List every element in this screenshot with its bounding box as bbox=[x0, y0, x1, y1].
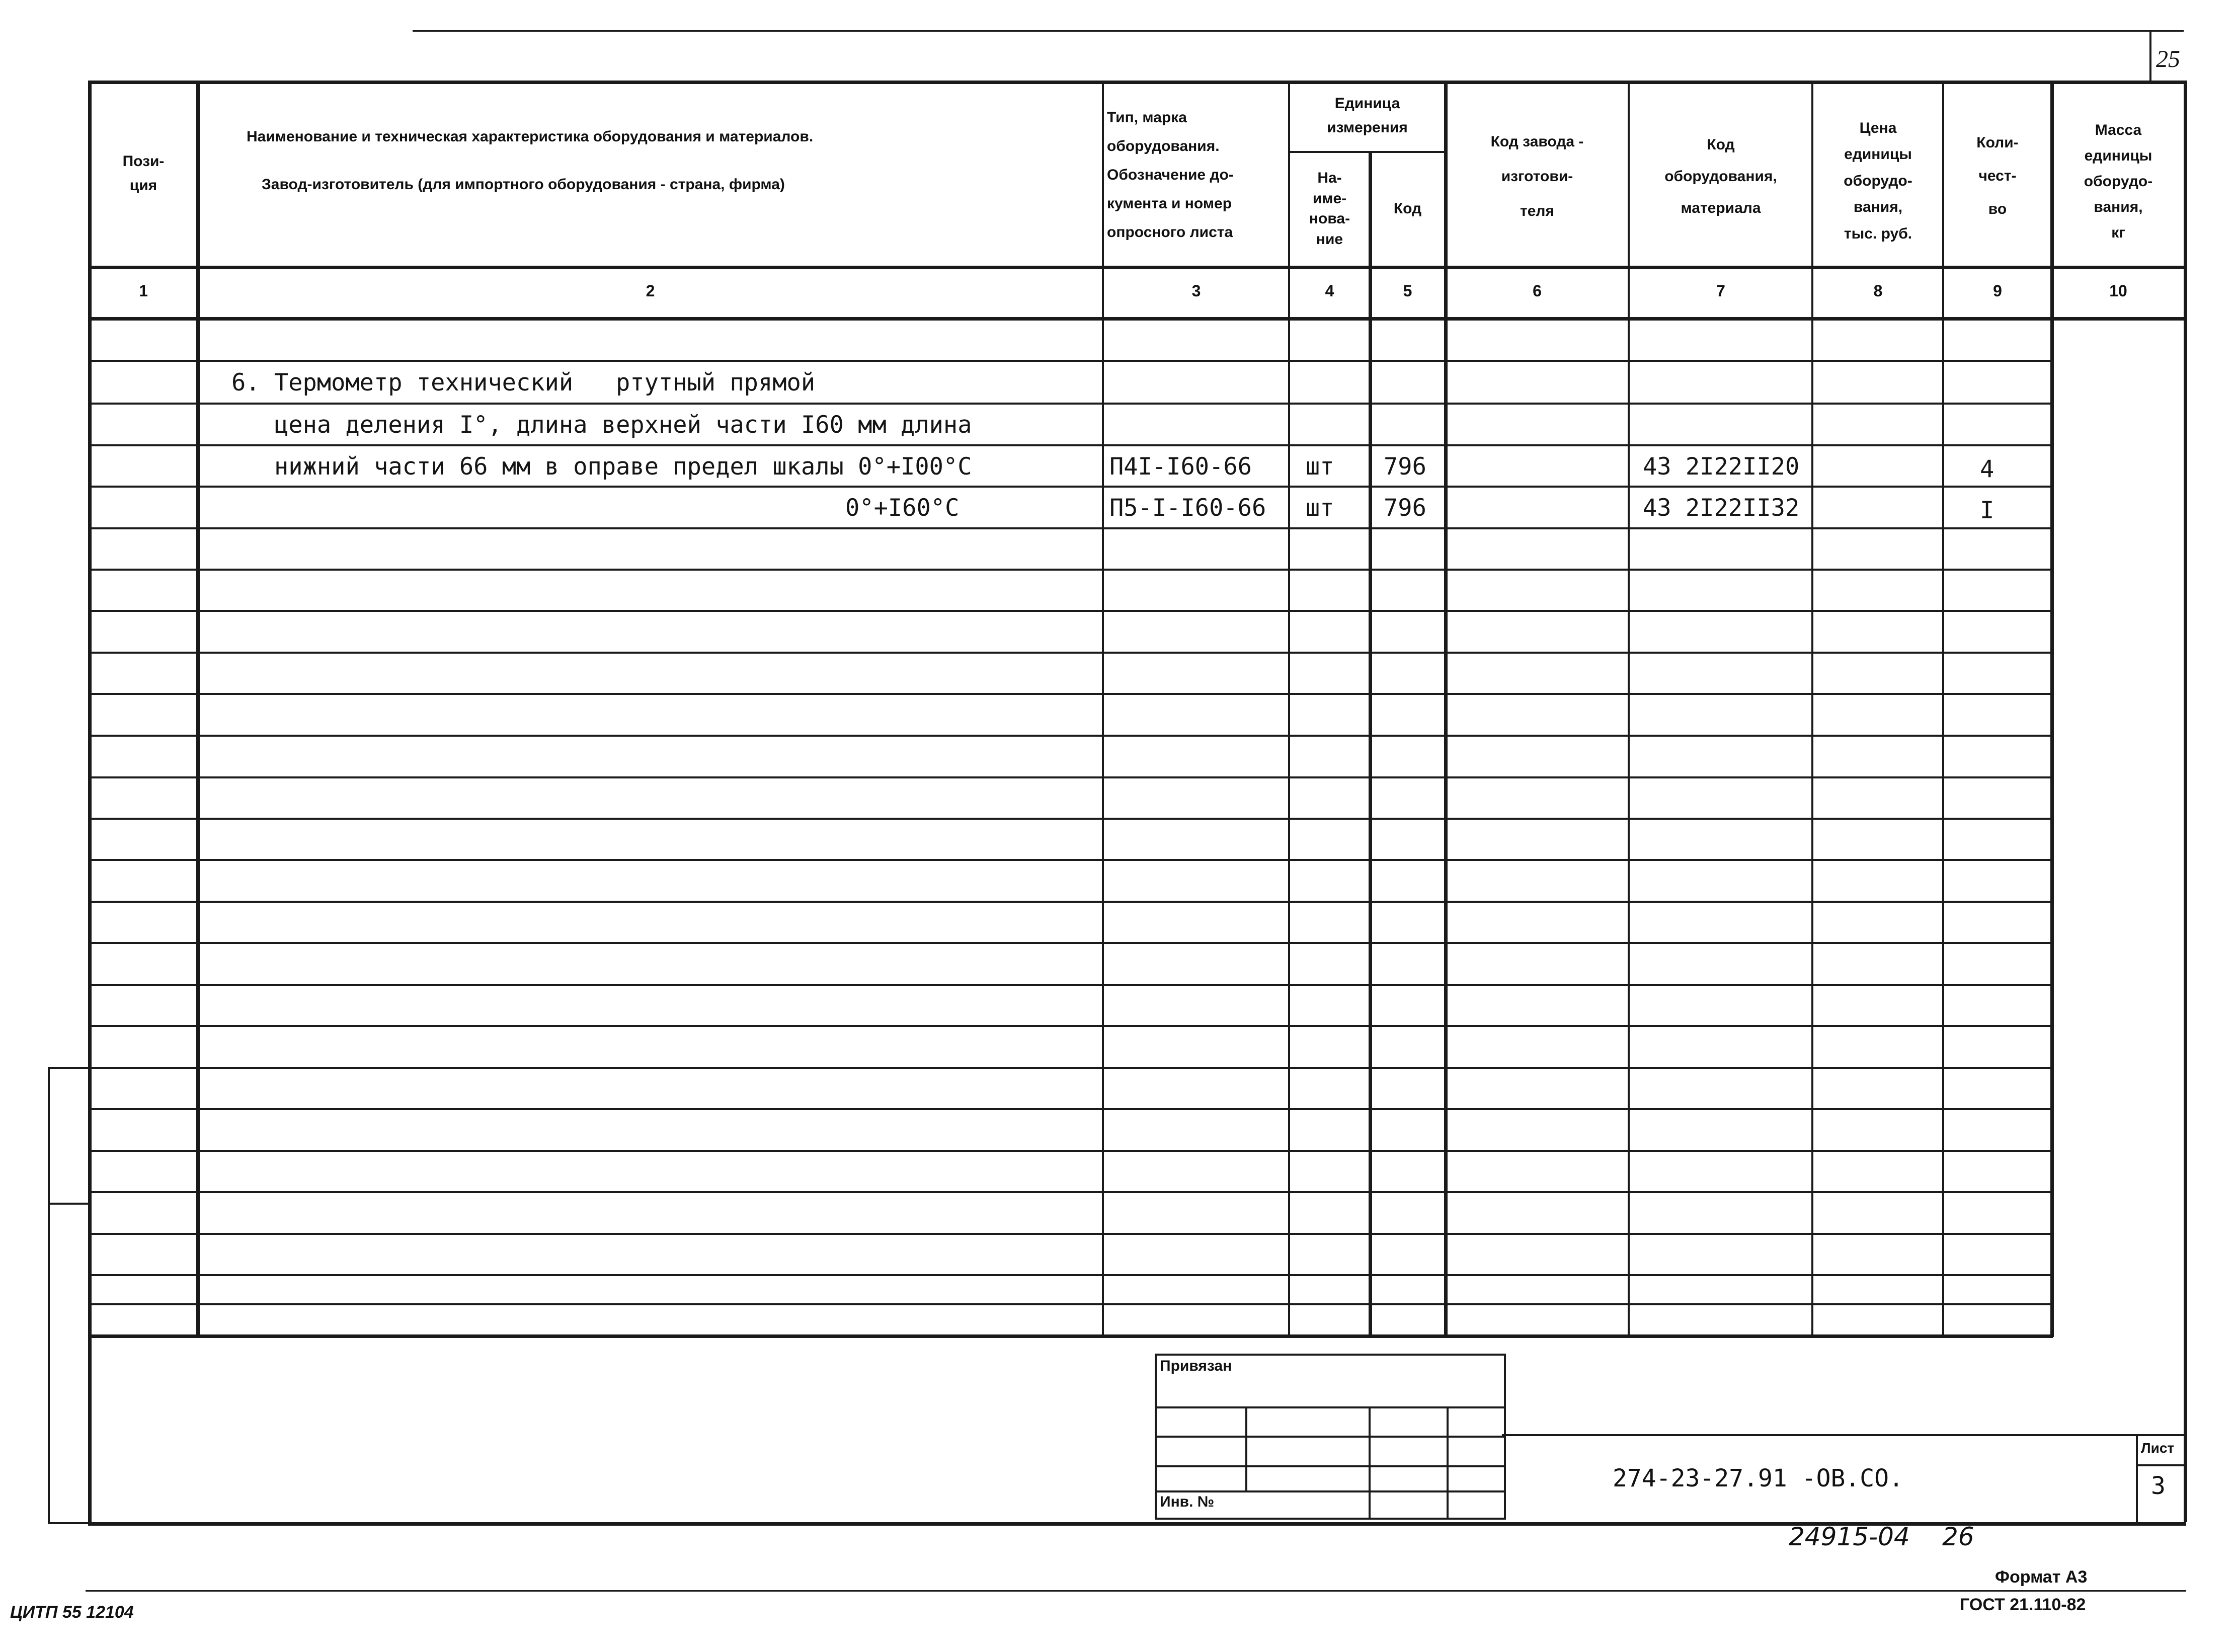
row-rule bbox=[88, 776, 2053, 778]
row2-quantity: I bbox=[1980, 497, 1994, 524]
row2-equipment-code: 43 2I22II32 bbox=[1643, 494, 1800, 522]
row1-equipment-code: 43 2I22II20 bbox=[1643, 453, 1800, 481]
col-divider-1 bbox=[196, 81, 200, 1337]
format-label: Формат А3 bbox=[1995, 1567, 2088, 1587]
page-number: 25 bbox=[2156, 46, 2180, 72]
row-rule bbox=[88, 859, 2053, 861]
frame-right-border bbox=[2184, 81, 2187, 1522]
row1-type: П4I-I60-66 bbox=[1109, 453, 1252, 481]
row-rule bbox=[88, 1025, 2053, 1027]
col-divider-8 bbox=[1942, 81, 1944, 1337]
row-rule bbox=[88, 901, 2053, 903]
item-description-line3: нижний части 66 мм в оправе предел шкалы 0°+I00°С bbox=[274, 453, 972, 481]
sheet-number: 3 bbox=[2151, 1472, 2166, 1500]
row-rule bbox=[88, 1150, 2053, 1152]
privyazan-col-1 bbox=[1245, 1406, 1247, 1490]
row-rule bbox=[88, 360, 2053, 362]
row-rule bbox=[88, 569, 2053, 571]
header-type: Тип, марка оборудования. Обозначение до- кумента и номер опросного листа bbox=[1107, 109, 1234, 241]
privyazan-rule-3 bbox=[1155, 1465, 1504, 1467]
row2-unit: шт bbox=[1306, 494, 1334, 522]
handwritten-number: 24915-04 bbox=[1789, 1522, 1910, 1551]
margin-stub-mid bbox=[48, 1203, 88, 1205]
header-bottom-border bbox=[88, 266, 2184, 269]
row-rule bbox=[88, 1067, 2053, 1069]
row-rule bbox=[88, 527, 2053, 529]
colnum-3: 3 bbox=[1191, 282, 1201, 300]
row-rule bbox=[88, 652, 2053, 654]
header-unit-code: Код bbox=[1393, 200, 1422, 217]
col-divider-7 bbox=[1811, 81, 1813, 1337]
header-plant-code: Код завода - изготови- теля bbox=[1490, 133, 1584, 219]
footer-rule bbox=[86, 1590, 2186, 1592]
row1-unit: шт bbox=[1306, 453, 1334, 481]
row-rule bbox=[88, 486, 2053, 488]
privyazan-rule-1 bbox=[1155, 1406, 1504, 1408]
archive-number: ЦИТП 55 12104 bbox=[10, 1603, 134, 1622]
margin-stub-bottom bbox=[48, 1522, 88, 1524]
header-mass: Масса единицы оборудо- вания, кг bbox=[2084, 121, 2153, 241]
header-price: Цена единицы оборудо- вания, тыс. руб. bbox=[1844, 119, 1912, 242]
table-top-border bbox=[88, 81, 2186, 84]
header-name-line2: Завод-изготовитель (для импортного оборудования - страна, фирма) bbox=[262, 176, 785, 193]
colnum-9: 9 bbox=[1993, 282, 2002, 300]
header-position: Пози- ция bbox=[122, 153, 165, 194]
row-rule bbox=[88, 942, 2053, 944]
gost-label: ГОСТ 21.110-82 bbox=[1960, 1595, 2086, 1614]
row-rule bbox=[88, 984, 2053, 986]
privyazan-col-3 bbox=[1447, 1406, 1449, 1518]
row-rule bbox=[88, 1274, 2053, 1276]
colnum-8: 8 bbox=[1873, 282, 1883, 300]
colnum-1: 1 bbox=[139, 282, 148, 300]
item-description-line1: 6. Термометр технический ртутный прямой bbox=[231, 369, 816, 397]
inv-no-label: Инв. № bbox=[1160, 1493, 1215, 1510]
margin-stub-left bbox=[48, 1067, 50, 1522]
col-divider-4 bbox=[1369, 151, 1372, 1337]
privyazan-rule-4 bbox=[1155, 1490, 1504, 1492]
row1-quantity: 4 bbox=[1980, 455, 1994, 483]
top-edge-line bbox=[413, 30, 2184, 32]
privyazan-col-2 bbox=[1369, 1406, 1371, 1518]
row-rule bbox=[88, 610, 2053, 612]
row-rule bbox=[88, 693, 2053, 695]
item-description-line2: цена деления I°, длина верхней части I60 мм длина bbox=[274, 411, 972, 439]
sheet-box-rule bbox=[2136, 1464, 2185, 1466]
header-equipment-code: Код оборудования, материала bbox=[1664, 136, 1777, 216]
privyazan-label: Привязан bbox=[1160, 1358, 1232, 1374]
margin-stub-top bbox=[48, 1067, 88, 1069]
row-rule bbox=[88, 1108, 2053, 1110]
handwritten-page: 26 bbox=[1942, 1522, 1974, 1551]
page-number-divider bbox=[2149, 30, 2151, 81]
row1-unit-code: 796 bbox=[1384, 453, 1426, 481]
colnum-4: 4 bbox=[1325, 282, 1334, 300]
row-rule bbox=[88, 1303, 2053, 1305]
unit-group-divider bbox=[1288, 151, 1444, 153]
header-unit-name: На- име- нова- ние bbox=[1309, 170, 1350, 248]
colnum-5: 5 bbox=[1403, 282, 1412, 300]
table-body-bottom-border bbox=[88, 1334, 2053, 1338]
row-rule bbox=[88, 1233, 2053, 1235]
col-divider-6 bbox=[1628, 81, 1630, 1337]
col-divider-5 bbox=[1444, 81, 1448, 1337]
document-code: 274-23-27.91 -ОВ.СО. bbox=[1613, 1464, 1903, 1492]
col-divider-9 bbox=[2050, 81, 2054, 1337]
row-rule bbox=[88, 818, 2053, 820]
privyazan-rule-2 bbox=[1155, 1436, 1504, 1438]
header-name-line1: Наименование и техническая характеристика оборудования и материалов. bbox=[247, 128, 814, 145]
colnum-7: 7 bbox=[1716, 282, 1725, 300]
sheet-box-divider bbox=[2136, 1434, 2138, 1522]
row2-unit-code: 796 bbox=[1384, 494, 1426, 522]
colnum-6: 6 bbox=[1533, 282, 1542, 300]
row2-type: П5-I-I60-66 bbox=[1109, 494, 1266, 522]
col-divider-2 bbox=[1102, 81, 1104, 1337]
row-rule bbox=[88, 1191, 2053, 1193]
header-unit-group: Единица измерения bbox=[1327, 95, 1408, 136]
sheet-label: Лист bbox=[2141, 1440, 2175, 1456]
colnum-10: 10 bbox=[2109, 282, 2127, 300]
row-rule bbox=[88, 444, 2053, 446]
colnum-2: 2 bbox=[646, 282, 655, 300]
row-rule bbox=[88, 735, 2053, 737]
header-quantity: Коли- чест- во bbox=[1976, 134, 2019, 217]
col-divider-3 bbox=[1288, 81, 1290, 1337]
stamp-top-rule bbox=[1502, 1434, 2185, 1436]
row-rule bbox=[88, 403, 2053, 405]
item-description-line4: 0°+I60°С bbox=[845, 494, 960, 522]
colnum-row-bottom-border bbox=[88, 317, 2184, 321]
